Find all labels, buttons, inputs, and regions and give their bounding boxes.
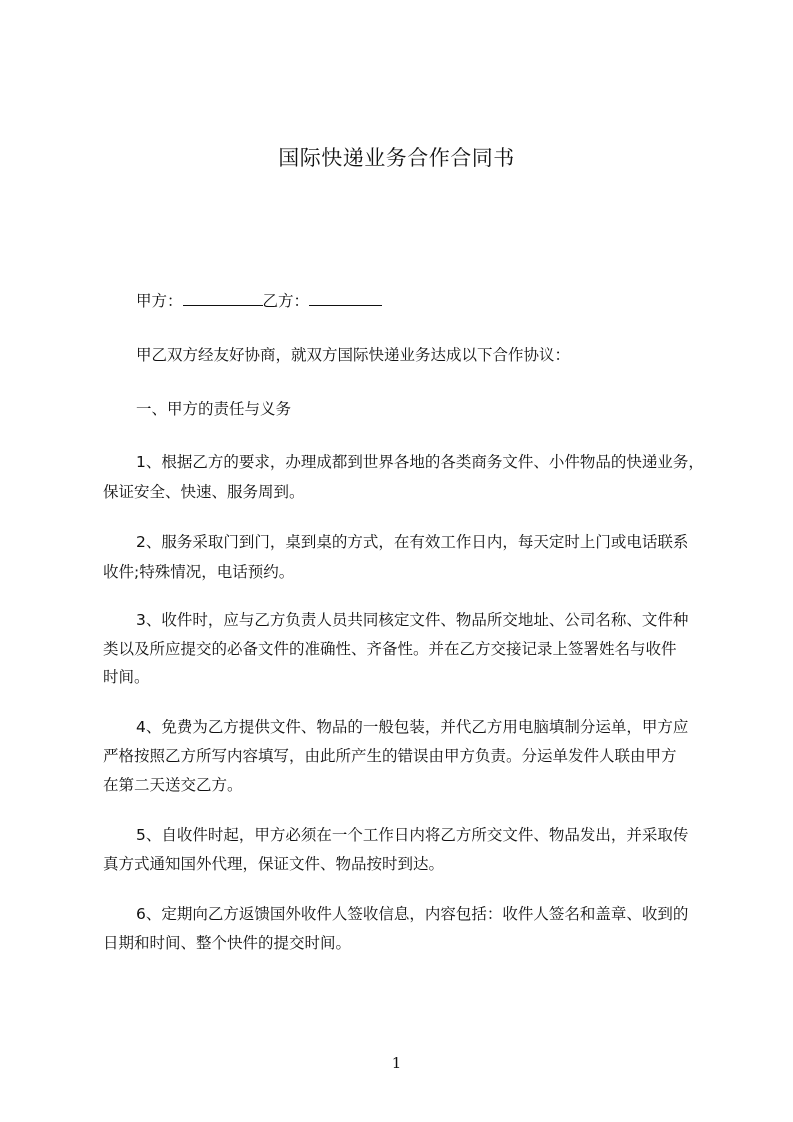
party-b-label: 乙方： <box>262 292 310 310</box>
clause-5-line-1: 5、自收件时起，甲方必须在一个工作日内将乙方所交文件、物品发出，并采取传 <box>136 826 689 844</box>
intro-paragraph: 甲乙双方经友好协商，就双方国际快递业务达成以下合作协议： <box>136 346 571 364</box>
clause-3-line-3: 时间。 <box>103 668 150 686</box>
clause-4-line-1: 4、免费为乙方提供文件、物品的一般包装，并代乙方用电脑填制分运单，甲方应 <box>136 718 689 736</box>
clause-5-line-2: 真方式通知国外代理，保证文件、物品按时到达。 <box>103 855 445 873</box>
clause-1-line-1: 1、根据乙方的要求，办理成都到世界各地的各类商务文件、小件物品的快递业务， <box>136 453 704 471</box>
party-b-blank <box>309 288 382 306</box>
clause-3-line-2: 类以及所应提交的必备文件的准确性、齐备性。并在乙方交接记录上签署姓名与收件 <box>103 640 677 658</box>
party-a-blank <box>183 288 263 306</box>
clause-6-line-2: 日期和时间、整个快件的提交时间。 <box>103 934 352 952</box>
clause-6-line-1: 6、定期向乙方返馈国外收件人签收信息，内容包括：收件人签名和盖章、收到的 <box>136 905 689 923</box>
party-a-label: 甲方： <box>136 292 183 310</box>
clause-2-line-1: 2、服务采取门到门，桌到桌的方式，在有效工作日内，每天定时上门或电话联系 <box>136 533 689 551</box>
clause-1-line-2: 保证安全、快速、服务周到。 <box>103 483 305 501</box>
clause-4-line-3: 在第二天送交乙方。 <box>103 776 243 794</box>
clause-4-line-2: 严格按照乙方所写内容填写，由此所产生的错误由甲方负责。分运单发件人联由甲方 <box>103 747 677 765</box>
page-number: 1 <box>391 1054 402 1072</box>
section-heading: 一、甲方的责任与义务 <box>136 400 292 418</box>
clause-3-line-1: 3、收件时，应与乙方负责人员共同核定文件、物品所交地址、公司名称、文件种 <box>136 611 689 629</box>
document-title: 国际快递业务合作合同书 <box>278 146 515 170</box>
parties-line <box>103 286 746 316</box>
clause-2-line-2: 收件;特殊情况，电话预约。 <box>103 563 295 581</box>
